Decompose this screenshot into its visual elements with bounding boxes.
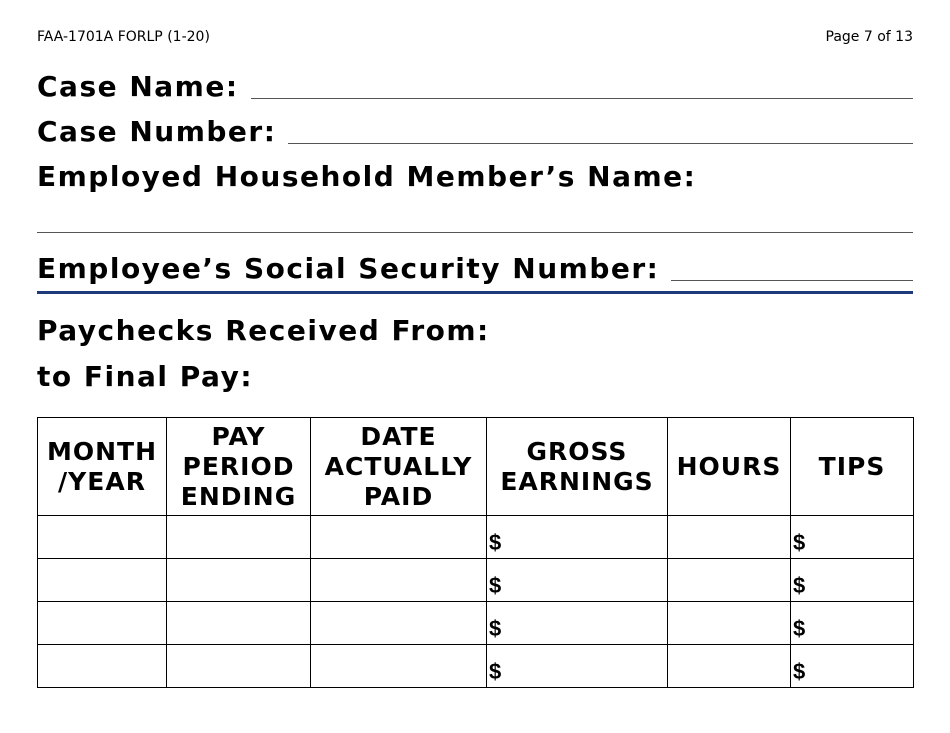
case-name-label: Case Name: xyxy=(37,70,239,103)
dollar-sign: $ xyxy=(793,573,806,598)
ssn-label: Employee’s Social Security Number: xyxy=(37,252,660,285)
table-row xyxy=(38,602,914,645)
gross-earnings-cell[interactable] xyxy=(487,602,668,645)
hours-cell[interactable] xyxy=(668,645,791,688)
case-name-row xyxy=(37,70,913,103)
month-year-cell[interactable] xyxy=(38,559,167,602)
case-number-field[interactable] xyxy=(288,142,913,144)
dollar-sign: $ xyxy=(489,530,502,555)
hours-cell[interactable] xyxy=(668,602,791,645)
pay-period-ending-cell[interactable] xyxy=(167,645,311,688)
form-id: FAA-1701A FORLP (1-20) xyxy=(37,29,210,45)
case-name-field[interactable] xyxy=(251,97,913,99)
employed-member-name-label: Employed Household Member’s Name: xyxy=(37,160,697,193)
employed-member-name-field[interactable] xyxy=(37,232,913,233)
month-year-cell[interactable] xyxy=(38,516,167,559)
date-paid-cell[interactable] xyxy=(311,559,487,602)
table-row xyxy=(38,559,914,602)
section-divider xyxy=(37,291,913,294)
month-year-cell[interactable] xyxy=(38,602,167,645)
pay-period-ending-header: PAY PERIOD ENDING xyxy=(167,418,311,516)
ssn-row xyxy=(37,252,913,285)
pay-period-ending-cell[interactable] xyxy=(167,559,311,602)
dollar-sign: $ xyxy=(793,616,806,641)
gross-earnings-cell[interactable] xyxy=(487,645,668,688)
page-number: Page 7 of 13 xyxy=(825,29,913,45)
tips-cell[interactable] xyxy=(791,559,914,602)
month-year-cell[interactable] xyxy=(38,645,167,688)
ssn-field[interactable] xyxy=(671,279,913,281)
hours-header: HOURS xyxy=(668,418,791,516)
hours-cell[interactable] xyxy=(668,559,791,602)
gross-earnings-cell[interactable] xyxy=(487,516,668,559)
case-number-row xyxy=(37,115,913,148)
pay-period-ending-cell[interactable] xyxy=(167,602,311,645)
date-actually-paid-header: DATE ACTUALLY PAID xyxy=(311,418,487,516)
dollar-sign: $ xyxy=(793,659,806,684)
table-header-row xyxy=(38,418,914,516)
gross-earnings-header: GROSS EARNINGS xyxy=(487,418,668,516)
tips-header: TIPS xyxy=(791,418,914,516)
tips-cell[interactable] xyxy=(791,645,914,688)
paychecks-from-label: Paychecks Received From: xyxy=(37,314,490,347)
date-paid-cell[interactable] xyxy=(311,602,487,645)
dollar-sign: $ xyxy=(489,616,502,641)
table-row xyxy=(38,645,914,688)
final-pay-label: to Final Pay: xyxy=(37,360,254,393)
date-paid-cell[interactable] xyxy=(311,516,487,559)
table-row xyxy=(38,516,914,559)
dollar-sign: $ xyxy=(489,573,502,598)
pay-period-ending-cell[interactable] xyxy=(167,516,311,559)
tips-cell[interactable] xyxy=(791,516,914,559)
case-number-label: Case Number: xyxy=(37,115,277,148)
date-paid-cell[interactable] xyxy=(311,645,487,688)
tips-cell[interactable] xyxy=(791,602,914,645)
month-year-header: MONTH /YEAR xyxy=(38,418,167,516)
dollar-sign: $ xyxy=(793,530,806,555)
dollar-sign: $ xyxy=(489,659,502,684)
paycheck-table xyxy=(37,417,914,688)
gross-earnings-cell[interactable] xyxy=(487,559,668,602)
hours-cell[interactable] xyxy=(668,516,791,559)
